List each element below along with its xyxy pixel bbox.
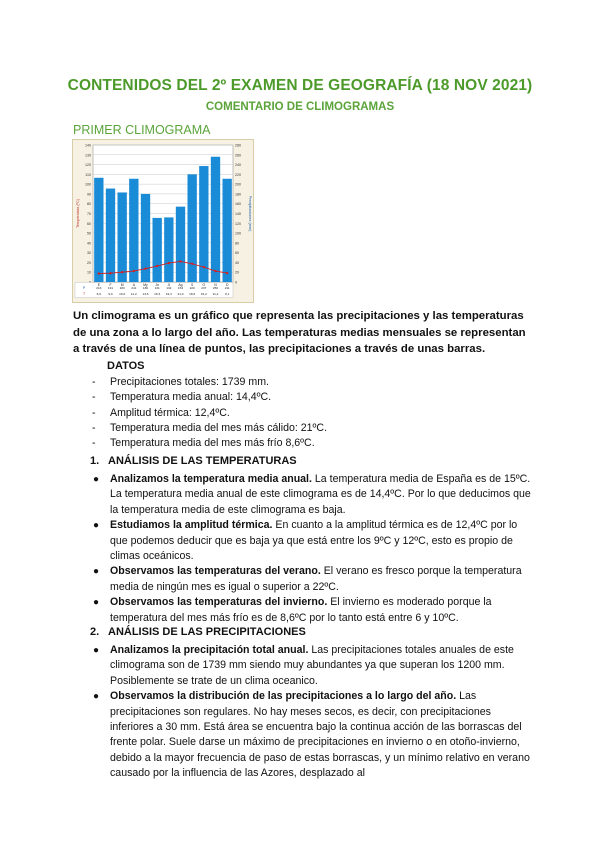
x-tick-label: M: [120, 282, 124, 287]
y-right-tick-label: 120: [235, 221, 241, 226]
temperature-point: [156, 265, 158, 267]
datos-item: - Precipitaciones totales: 1739 mm.: [92, 375, 512, 390]
temperaturas-item: [92, 595, 532, 626]
heading-number: 1.: [90, 455, 100, 467]
y-left-tick-label: 80: [87, 202, 91, 207]
section-title: PRIMER CLIMOGRAMA: [73, 123, 211, 137]
temperature-point: [179, 260, 181, 262]
table-cell: 13,6: [142, 292, 149, 296]
y-right-tick-label: 60: [235, 251, 239, 256]
table-cell: 211: [224, 286, 230, 290]
precipitaciones-item: [92, 689, 532, 781]
temperature-point: [214, 270, 216, 272]
y-right-tick-label: 160: [235, 202, 241, 207]
table-row-label: P: [82, 286, 86, 290]
precipitaciones-item: [92, 643, 532, 689]
table-cell: 220: [189, 286, 195, 290]
y-right-tick-label: 20: [235, 270, 239, 275]
item-text: En cuanto a la amplitud térmica es de 12,4ºC por lo que podemos deducir que es baja ya que está entre los 9ºC y 12ºC, esto es propio de climas oceánicos.: [110, 519, 518, 563]
x-tick-label: F: [109, 282, 112, 287]
y-left-tick-label: 100: [85, 182, 91, 187]
table-cell: 9,0: [108, 292, 113, 296]
y-right-tick-label: 280: [235, 143, 241, 148]
intro-paragraph: Un climograma es un gráfico que representa las precipitaciones y las temperaturas de una zona a lo largo del año. Las temperaturas medias mensuales se representan a través de una línea de puntos, las precipitaciones a través de unas barras.: [73, 310, 526, 355]
y-right-tick-label: 200: [235, 182, 241, 187]
precip-bar: [106, 189, 115, 282]
temperaturas-item: [92, 472, 532, 518]
y-left-tick-label: 60: [87, 221, 91, 226]
item-lead: Estudiamos la amplitud térmica.: [110, 519, 273, 532]
item-lead: Analizamos la precipitación total anual.: [110, 644, 309, 656]
item-text: La temperatura media de España es de 15ºC. La temperatura media anual de este climograma es de 14,4ºC. Por lo que deducimos que la temperatura media de este climograma es baja.: [110, 473, 531, 516]
table-cell: 191: [107, 286, 114, 290]
document-title: CONTENIDOS DEL 2º EXAMEN DE GEOGRAFÍA (18 NOV 2021): [67, 77, 533, 94]
precip-bar: [188, 174, 197, 282]
y-left-tick-label: 130: [85, 153, 91, 158]
y-left-tick-label: 110: [85, 172, 91, 177]
table-cell: 9,1: [225, 292, 230, 296]
x-tick-label: My: [143, 282, 148, 287]
y-left-tick-label: 90: [87, 192, 91, 197]
precipitaciones-heading: [90, 626, 306, 638]
precip-bar: [164, 217, 173, 282]
x-tick-label: Jn: [155, 282, 159, 287]
temperature-point: [109, 272, 111, 274]
precip-bar: [211, 157, 220, 282]
x-tick-label: A: [132, 282, 135, 287]
table-cell: 213: [96, 286, 102, 290]
item-text: El invierno es moderado porque la temperatura del mes más frío es de 8,6ºC por lo tanto está entre 6 y 10ºC.: [110, 596, 492, 624]
y-left-tick-label: 30: [87, 251, 91, 256]
table-cell: 183: [119, 286, 125, 290]
item-lead: Observamos la distribución de las precipitaciones a lo largo del año.: [110, 690, 457, 703]
bullet-icon: ●: [93, 597, 100, 609]
precip-bar: [153, 218, 162, 282]
datos-item: - Amplitud térmica: 12,4ºC.: [92, 406, 512, 421]
table-cell: 11,2: [212, 292, 219, 296]
heading-number: 2.: [90, 626, 100, 638]
precip-bar: [129, 179, 138, 282]
y-right-tick-label: 240: [235, 163, 241, 168]
temperaturas-list: [92, 472, 532, 626]
temperature-point: [121, 271, 123, 273]
table-cell: 21,0: [177, 292, 184, 296]
temperaturas-item: [92, 564, 532, 595]
precip-bar: [118, 192, 127, 282]
x-tick-label: Ag: [178, 282, 183, 287]
temperature-point: [168, 262, 170, 264]
table-cell: 256: [212, 286, 219, 290]
table-cell: 19,3: [165, 292, 172, 296]
datos-heading: DATOS: [107, 360, 145, 372]
y-right-tick-label: 140: [235, 212, 241, 216]
temperature-point: [191, 263, 193, 265]
document-subtitle: COMENTARIO DE CLIMOGRAMAS: [205, 101, 395, 113]
item-lead: Observamos las temperaturas del verano.: [110, 565, 321, 578]
table-cell: 211: [131, 286, 137, 290]
item-text: El verano es fresco porque la temperatura media de ningún mes es igual o superior a 22ºC.: [110, 565, 522, 593]
y-left-tick-label: 70: [87, 212, 91, 216]
x-tick-label: O: [202, 282, 206, 287]
temperature-point: [144, 267, 146, 269]
climograph-svg: [73, 140, 253, 302]
y-left-tick-label: 20: [87, 260, 91, 265]
y-right-tick-label: 80: [235, 241, 239, 246]
temperature-point: [98, 272, 100, 274]
table-cell: 8,6: [96, 292, 101, 296]
bullet-icon: ●: [93, 691, 100, 703]
x-tick-label: Jl: [167, 282, 171, 287]
y-left-tick-label: 10: [87, 270, 91, 275]
table-cell: 132: [166, 286, 172, 290]
y-right-axis-label: Precipitaciones (mm): [248, 195, 252, 232]
y-right-tick-label: 0: [235, 280, 237, 285]
y-right-tick-label: 260: [235, 153, 241, 158]
bullet-icon: ●: [93, 566, 100, 578]
x-tick-label: E: [97, 282, 100, 287]
heading-text: ANÁLISIS DE LAS PRECIPITACIONES: [108, 626, 306, 638]
table-cell: 16,3: [154, 292, 161, 296]
y-left-tick-label: 40: [87, 241, 91, 246]
y-right-tick-label: 100: [235, 231, 241, 236]
datos-item: - Temperatura media del mes más frío 8,6ºC.: [92, 436, 512, 451]
y-right-tick-label: 180: [235, 192, 241, 197]
y-left-tick-label: 120: [85, 163, 91, 168]
x-tick-label: S: [191, 282, 194, 287]
bullet-icon: ●: [93, 520, 100, 532]
datos-item: - Temperatura media del mes más cálido: 21ºC.: [92, 421, 512, 436]
table-cell: 237: [201, 286, 207, 290]
y-right-tick-label: 40: [235, 260, 239, 265]
heading-text: ANÁLISIS DE LAS TEMPERATURAS: [108, 455, 297, 467]
bullet-icon: ●: [93, 474, 100, 485]
datos-item: - Temperatura media anual: 14,4ºC.: [92, 390, 512, 405]
y-left-axis-label: Temperatura (ºC): [76, 198, 80, 229]
y-left-tick-label: 50: [87, 231, 91, 236]
table-cell: 180: [142, 286, 149, 290]
bullet-icon: ●: [93, 645, 100, 656]
item-lead: Observamos las temperaturas del invierno.: [110, 596, 328, 609]
item-text: Las precipitaciones totales anuales de este climograma son de 1739 mm siendo muy abundantes ya que superan los 1200 mm. Posiblemente se trate de un clima oceanico.: [110, 644, 514, 687]
temperaturas-heading: [90, 455, 297, 467]
table-cell: 18,6: [189, 292, 196, 296]
temperature-point: [203, 266, 205, 268]
item-lead: Analizamos la temperatura media anual.: [110, 473, 312, 485]
precipitaciones-list: [92, 643, 532, 782]
item-text: Las precipitaciones son regulares. No hay meses secos, es decir, con precipitaciones inferiores a 30 mm. Está área se encuentra bajo la continua acción de las borrascas del frente polar. Suele darse un máximo de precipitaciones en invierno o en otoño-invierno, debido a la mayor frecuencia de paso de estas borrascas, y un mínimo relativo en verano causado por la influencia de las Azores, desplazado al: [110, 690, 530, 780]
precip-bar: [199, 166, 208, 282]
temperature-point: [133, 270, 135, 272]
precip-bar: [223, 179, 232, 282]
table-cell: 10,0: [119, 292, 126, 296]
precip-bar: [94, 178, 103, 282]
table-cell: 15,2: [200, 292, 207, 296]
table-cell: 154: [177, 286, 184, 290]
temperaturas-item: [92, 518, 532, 564]
table-cell: 11,2: [130, 292, 137, 296]
y-left-tick-label: 140: [85, 143, 91, 148]
table-row-label: T: [82, 292, 86, 296]
x-tick-label: D: [225, 282, 229, 287]
climograph-chart: [72, 139, 254, 303]
datos-list: [92, 375, 512, 451]
precip-bar: [176, 207, 185, 282]
y-right-tick-label: 220: [235, 172, 241, 177]
x-tick-label: N: [214, 282, 217, 287]
table-cell: 131: [154, 286, 160, 290]
temperature-point: [226, 272, 228, 274]
